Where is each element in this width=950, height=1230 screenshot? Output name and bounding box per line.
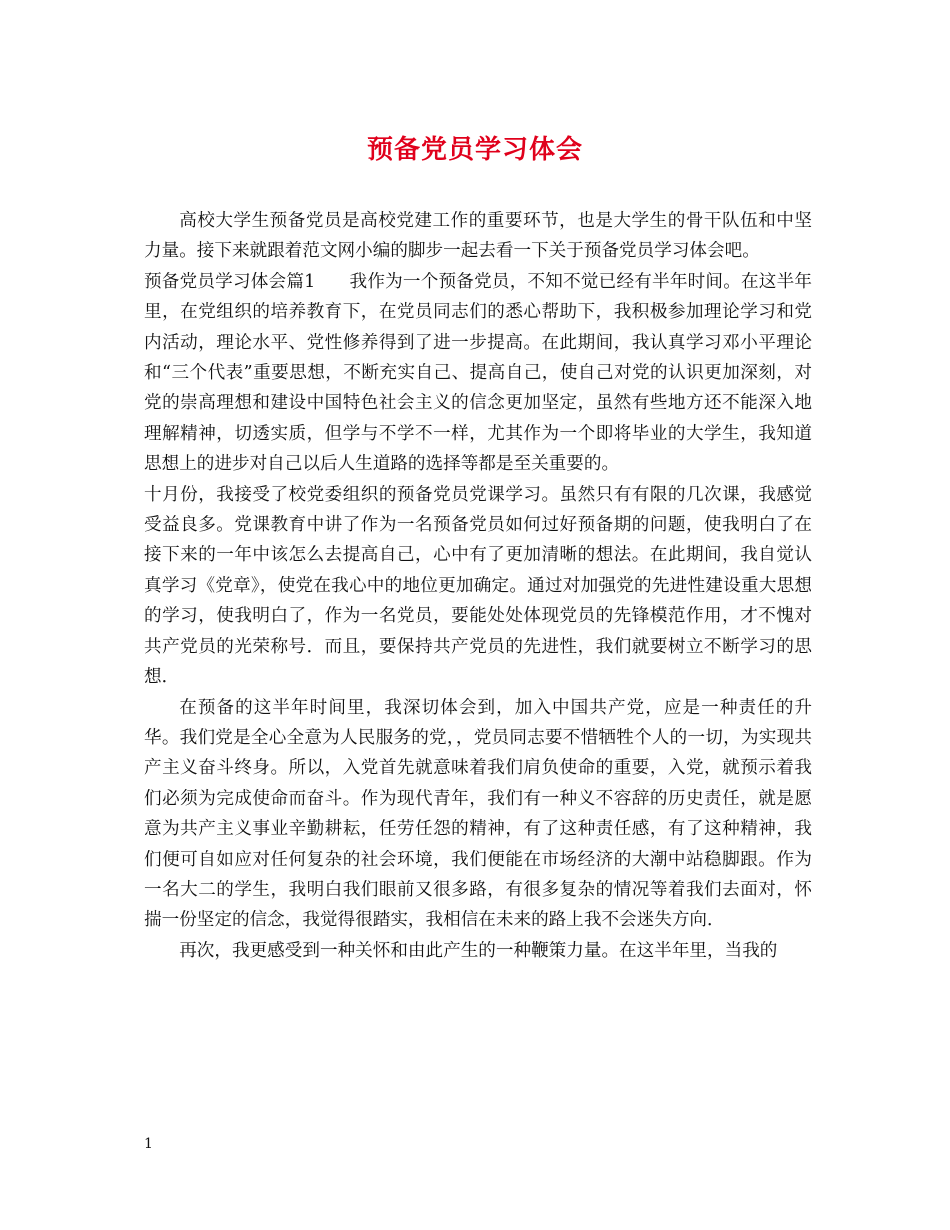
section-1-text: 我作为一个预备党员，不知不觉已经有半年时间。在这半年里，在党组织的培养教育下，在党员同志们的悉心帮助下，我积极参加理论学习和党内活动，理论水平、党性修养得到了进一步提高。在此期间，我认真学习邓小平理论和“三个代表”重要思想，不断充实自己、提高自己，使自己对党的认识更加深刻，对党的崇高理想和建设中国特色社会主义的信念更加坚定，虽然有些地方还不能深入地理解精神，切透实质，但学与不学不一样，尤其作为一个即将毕业的大学生，我知道思想上的进步对自己以后人生道路的选择等都是至关重要的。 [144, 271, 812, 475]
paragraph-intro: 高校大学生预备党员是高校党建工作的重要环节，也是大学生的骨干队伍和中坚力量。接下来就跟着范文网小编的脚步一起去看一下关于预备党员学习体会吧。 [144, 211, 812, 262]
document-body [144, 206, 812, 966]
page-number: 1 [144, 1136, 153, 1152]
section-heading: 预备党员学习体会篇1 [144, 271, 316, 292]
paragraph-responsibility: 在预备的这半年时间里，我深切体会到，加入中国共产党，应是一种责任的升华。我们党是全心全意为人民服务的党，，党员同志要不惜牺牲个人的一切，为实现共产主义奋斗终身。所以，入党首先就意味着我们肩负使命的重要，入党，就预示着我们必须为完成使命而奋斗。作为现代青年，我们有一种义不容辞的历史责任，就是愿意为共产主义事业辛勤耕耘，任劳任怨的精神，有了这种责任感，有了这种精神，我们便可自如应对任何复杂的社会环境，我们便能在市场经济的大潮中站稳脚跟。作为一名大二的学生，我明白我们眼前又很多路，有很多复杂的情况等着我们去面对，怀揣一份坚定的信念，我觉得很踏实，我相信在未来的路上我不会迷失方向． [144, 697, 812, 931]
document-title: 预备党员学习体会 [366, 135, 583, 165]
paragraph-section-1 [144, 267, 812, 480]
paragraph-party-course: 十月份，我接受了校党委组织的预备党员党课学习。虽然只有有限的几次课，我感觉受益良多。党课教育中讲了作为一名预备党员如何过好预备期的问题，使我明白了在接下来的一年中该怎么去提高自己，心中有了更加清晰的想法。在此期间，我自觉认真学习《党章》，使党在我心中的地位更加确定。通过对加强党的先进性建设重大思想的学习，使我明白了，作为一名党员，要能处处体现党员的先锋模范作用，才不愧对共产党员的光荣称号．而且，要保持共产党员的先进性，我们就要树立不断学习的思想． [144, 484, 812, 688]
paragraph-care: 再次，我更感受到一种关怀和由此产生的一种鞭策力量。在这半年里，当我的 [179, 940, 778, 961]
